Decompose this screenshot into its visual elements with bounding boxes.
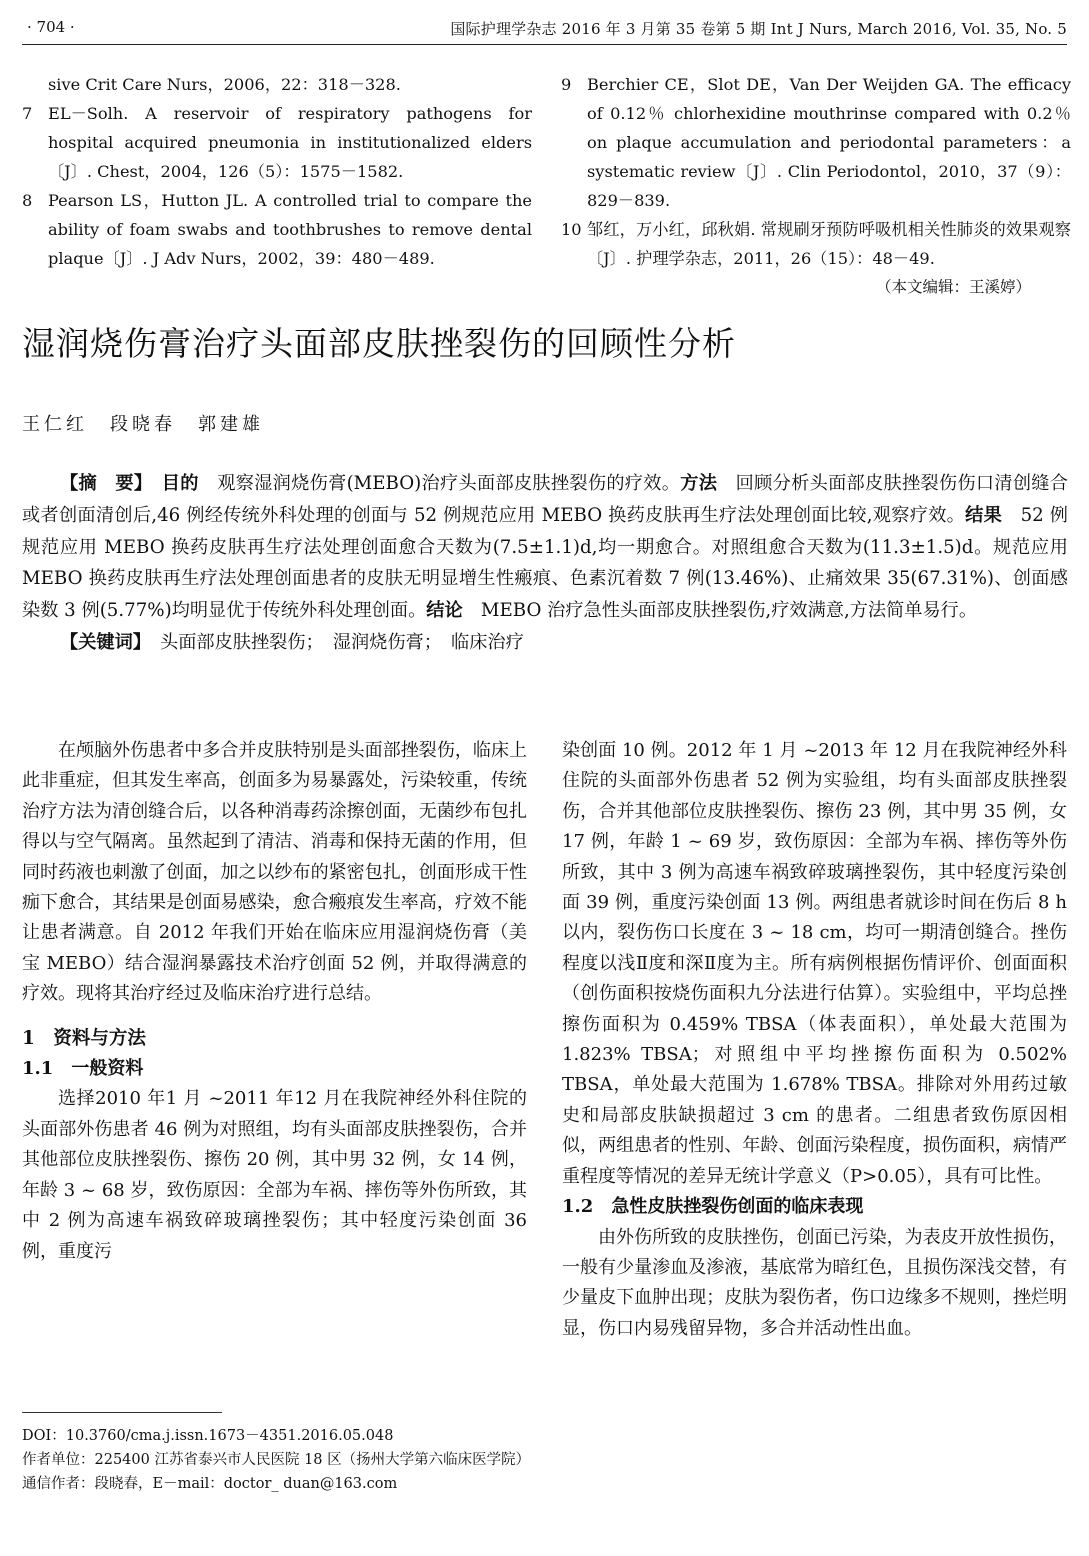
keywords-line	[22, 627, 1068, 659]
reference-item	[22, 70, 532, 99]
body-column-left	[22, 736, 527, 1267]
keywords-label: 【关键词】	[60, 631, 142, 653]
reference-number: 10	[561, 220, 582, 239]
reference-number: 9	[561, 75, 572, 94]
purpose-text: 观察湿润烧伤膏(MEBO)治疗头面部皮肤挫裂伤的疗效。	[198, 473, 681, 494]
page-number: · 704 ·	[27, 18, 75, 36]
abstract-paragraph	[22, 468, 1068, 627]
reference-number	[22, 70, 48, 99]
conclusion-text: MEBO 治疗急性头面部皮肤挫裂伤,疗效满意,方法简单易行。	[462, 600, 978, 622]
result-label: 结果	[965, 504, 1003, 526]
abstract	[22, 468, 1068, 659]
body-column-right	[562, 736, 1067, 1344]
corresponding-author-footnote: 通信作者：段晓春，E－mail：doctor_ duan@163.com	[22, 1476, 398, 1492]
subsection-heading: 1.1 一般资料	[22, 1058, 144, 1080]
abstract-label: 【摘 要】	[60, 473, 144, 494]
body-paragraph-continued: 染创面 10 例。2012 年 1 月 ~2013 年 12 月在我院神经外科住院的头面部外伤患者 52 例为实验组，均有头面部皮肤挫裂伤，合并其他部位皮肤挫裂伤、擦伤 23 例，其中男 35 例，女 17 例，年龄 1 ~ 69 岁，致伤原因：全部为车祸、摔伤等外伤所致，其中 3 例为高速车祸致碎玻璃挫裂伤，其中轻度污染创面 39 例，重度污染创面 13 例。两组患者就诊时间在伤后 8 h 以内，裂伤伤口长度在 3 ~ 18 cm，均可一期清创缝合。挫伤程度以浅Ⅱ度和深Ⅱ度为主。所有病例根据伤情评价、创面面积（创伤面积按烧伤面积九分法进行估算）。实验组中，平均总挫擦伤面积为 0.459% TBSA（体表面积），单处最大范围为 1.823% TBSA；对照组中平均挫擦伤面积为 0.502% TBSA，单处最大范围为 1.678% TBSA。排除对外用药过敏史和局部皮肤缺损超过 3 cm 的患者。二组患者致伤原因相似，两组患者的性别、年龄、创面污染程度，损伤面积，病情严重程度等情况的差异无统计学意义（P>0.05），具有可比性。	[562, 740, 1067, 1187]
reference-item	[561, 215, 1071, 273]
footnotes	[22, 1424, 531, 1496]
keywords-text: 头面部皮肤挫裂伤； 湿润烧伤膏； 临床治疗	[141, 631, 524, 653]
article-title: 湿润烧伤膏治疗头面部皮肤挫裂伤的回顾性分析	[22, 324, 736, 363]
body-paragraph: 选择2010 年1 月 ~2011 年12 月在我院神经外科住院的头面部外伤患者 46 例为对照组，均有头面部皮肤挫裂伤，合并其他部位皮肤挫裂伤、擦伤 20 例，其中男 32 例，女 14 例，年龄 3 ~ 68 岁，致伤原因：全部为车祸、摔伤等外伤所致，其中 2 例为高速车祸致碎玻璃挫裂伤；其中轻度污染创面 36 例，重度污	[22, 1088, 527, 1262]
body-paragraph: 由外伤所致的皮肤挫伤，创面已污染，为表皮开放性损伤，一般有少量渗血及渗液，基底常为暗红色，且损伤深浅交替，有少量皮下血肿出现；皮肤为裂伤者，伤口边缘多不规则，挫烂明显，伤口内易残留异物，多合并活动性出血。	[562, 1226, 1067, 1339]
subsection-heading: 1.2 急性皮肤挫裂伤创面的临床表现	[562, 1196, 864, 1218]
reference-item	[22, 186, 532, 273]
reference-item	[22, 99, 532, 186]
reference-number: 7	[22, 104, 33, 123]
journal-header: 国际护理学杂志 2016 年 3 月第 35 卷第 5 期 Int J Nurs, March 2016, Vol. 35, No. 5	[450, 20, 1067, 38]
section-heading: 1 资料与方法	[22, 1027, 146, 1049]
footnote-rule	[22, 1412, 222, 1413]
references-left	[22, 70, 532, 273]
affiliation-footnote: 作者单位：225400 江苏省泰兴市人民医院 18 区（扬州大学第六临床医学院）	[22, 1452, 531, 1468]
intro-paragraph: 在颅脑外伤患者中多合并皮肤特别是头面部挫裂伤，临床上此非重症，但其发生率高，创面多为易暴露处，污染较重，传统治疗方法为清创缝合后，以各种消毒药涂擦创面，无菌纱布包扎得以与空气隔离。虽然起到了清洁、消毒和保持无菌的作用，但同时药液也刺激了创面，加之以纱布的紧密包扎，创面形成干性痂下愈合，其结果是创面易感染，愈合瘢痕发生率高，疗效不能让患者满意。自 2012 年我们开始在临床应用湿润烧伤膏（美宝 MEBO）结合湿润暴露技术治疗创面 52 例，并取得满意的疗效。现将其治疗经过及临床治疗进行总结。	[22, 740, 527, 1005]
purpose-label: 目的	[161, 473, 199, 494]
editor-note: （本文编辑：王溪婷）	[875, 278, 1031, 296]
conclusion-label: 结论	[426, 600, 463, 622]
references-right	[561, 70, 1071, 302]
reference-item	[561, 70, 1071, 215]
header-rule	[22, 44, 1067, 45]
reference-text: 邹红，万小红，邱秋娟. 常规刷牙预防呼吸机相关性肺炎的效果观察〔J〕. 护理学杂志，2011，26（15）：48－49.	[587, 220, 1071, 268]
reference-text: Berchier CE，Slot DE，Van Der Weijden GA. The efficacy of 0.12％ chlorhexidine mouthrinse compared with 0.2％ on plaque accumulation and periodontal parameters：a systematic review〔J〕. Clin Periodontol，2010，37（9）：829－839.	[587, 75, 1071, 210]
method-label: 方法	[680, 473, 718, 494]
result-text: 52 例规范应用 MEBO 换药皮肤再生疗法处理创面愈合天数为(7.5±1.1)d,均一期愈合。对照组愈合天数为(11.3±1.5)d。规范应用 MEBO 换药皮肤再生疗法处理创面患者的皮肤无明显增生性瘢痕、色素沉着数 7 例(13.46%)、止痛效果 35(67.31%)、创面感染数 3 例(5.77%)均明显优于传统外科处理创面。	[22, 504, 1068, 622]
reference-text: sive Crit Care Nurs，2006，22：318－328.	[48, 75, 401, 94]
reference-text: Pearson LS，Hutton JL. A controlled trial to compare the ability of foam swabs and toothbrushes to remove dental plaque〔J〕. J Adv Nurs，2002，39：480－489.	[48, 191, 532, 268]
reference-text: EL－Solh. A reservoir of respiratory pathogens for hospital acquired pneumonia in institutionalized elders〔J〕. Chest，2004，126（5）：1575－1582.	[48, 104, 532, 181]
article-authors: 王仁红 段晓春 郭建雄	[22, 414, 264, 435]
reference-number: 8	[22, 191, 33, 210]
doi-footnote: DOI：10.3760/cma.j.issn.1673－4351.2016.05.048	[22, 1428, 394, 1444]
method-text: 回顾分析头面部皮肤挫裂伤伤口清创缝合或者创面清创后,46 例经传统外科处理的创面与 52 例规范应用 MEBO 换药皮肤再生疗法处理创面比较,观察疗效。	[22, 473, 1068, 526]
